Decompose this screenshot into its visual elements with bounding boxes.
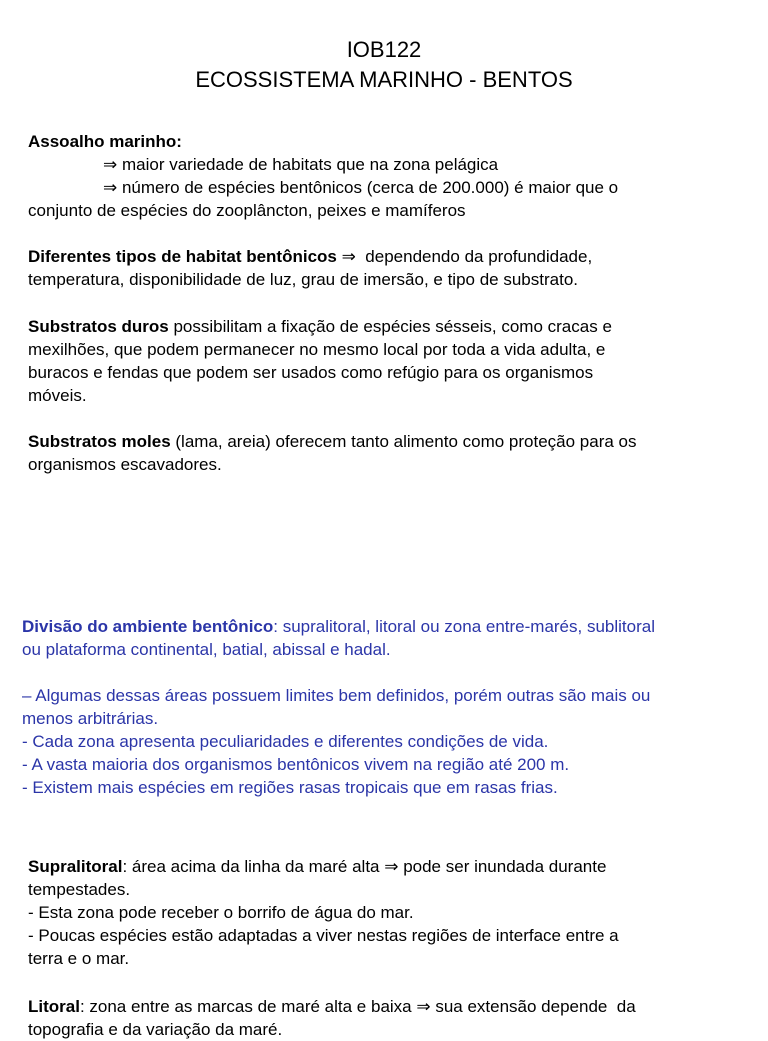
text-line: - Poucas espécies estão adaptadas a viver nestas regiões de interface entre a [28, 926, 619, 945]
text-line: ou plataforma continental, batial, abissal e hadal. [22, 640, 391, 659]
arrow-symbol: ⇒ [336, 247, 366, 266]
section-heading: Assoalho marinho: [28, 132, 182, 151]
text-line: temperatura, disponibilidade de luz, grau de imersão, e tipo de substrato. [28, 270, 578, 289]
section-substratos-duros [28, 315, 740, 407]
list-item: – Algumas dessas áreas possuem limites bem definidos, porém outras são mais ou [22, 686, 651, 705]
section-heading: Substratos duros [28, 317, 169, 336]
text-line: terra e o mar. [28, 949, 130, 968]
text-line: conjunto de espécies do zooplâncton, peixes e mamíferos [28, 201, 466, 220]
text-fragment: (lama, areia) oferecem tanto alimento como proteção para os [170, 432, 637, 451]
text-fragment: possibilitam a fixação de espécies sésseis, como cracas e [168, 317, 612, 336]
section-heading: Litoral [28, 997, 80, 1016]
text-fragment: : supralitoral, litoral ou zona entre-marés, sublitoral [273, 617, 655, 636]
section-substratos-moles [28, 430, 740, 476]
text-line: - Esta zona pode receber o borrifo de água do mar. [28, 903, 414, 922]
text-line: topografia e da variação da maré. [28, 1020, 283, 1039]
document-title: ECOSSISTEMA MARINHO - BENTOS [195, 67, 573, 92]
course-code: IOB122 [346, 37, 422, 62]
list-item-continuation: menos arbitrárias. [22, 709, 159, 728]
text-line: buracos e fendas que podem ser usados como refúgio para os organismos [28, 363, 594, 382]
bullet-line: ⇒ maior variedade de habitats que na zona pelágica [103, 155, 499, 174]
section-heading: Divisão do ambiente bentônico [22, 617, 274, 636]
text-line: tempestades. [28, 880, 131, 899]
text-fragment: : zona entre as marcas de maré alta e baixa ⇒ sua extensão depende da [79, 997, 636, 1016]
section-assoalho [28, 130, 740, 222]
section-heading: Diferentes tipos de habitat bentônicos [28, 247, 337, 266]
text-fragment: : área acima da linha da maré alta ⇒ pode ser inundada durante [122, 857, 607, 876]
list-item: - A vasta maioria dos organismos bentônicos vivem na região até 200 m. [22, 755, 570, 774]
section-litoral [28, 995, 740, 1041]
section-divisao [22, 615, 742, 799]
bullet-line: ⇒ número de espécies bentônicos (cerca de 200.000) é maior que o [103, 178, 619, 197]
section-habitat [28, 245, 740, 291]
section-supralitoral [28, 855, 740, 970]
section-heading: Supralitoral [28, 857, 123, 876]
text-fragment: dependendo da profundidade, [365, 247, 593, 266]
section-heading: Substratos moles [28, 432, 171, 451]
text-line: móveis. [28, 386, 87, 405]
text-line: mexilhões, que podem permanecer no mesmo local por toda a vida adulta, e [28, 340, 606, 359]
list-item: - Existem mais espécies em regiões rasas tropicais que em rasas frias. [22, 778, 558, 797]
list-item: - Cada zona apresenta peculiaridades e diferentes condições de vida. [22, 732, 549, 751]
text-line: organismos escavadores. [28, 455, 222, 474]
